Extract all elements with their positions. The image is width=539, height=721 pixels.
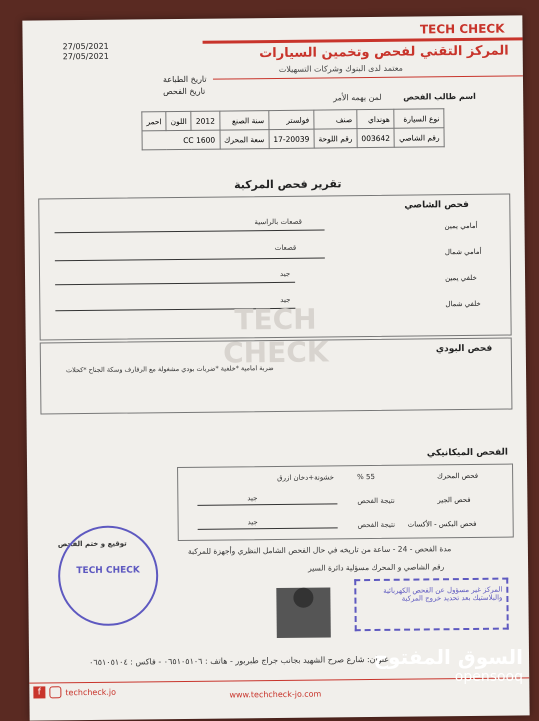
chassis-row-label: أمامي يمين: [444, 221, 478, 231]
header-red-line: [203, 37, 523, 43]
body-section-title: فحص البودي: [435, 343, 493, 355]
print-date: 27/05/2021: [62, 41, 109, 52]
opensooq-watermark: [374, 645, 523, 685]
engraving-stamp: [268, 577, 339, 648]
class-label: صنف: [314, 110, 357, 129]
footer-address: عنوان: شارع صرح الشهيد بجانب جراج طبربور - هاتف : ٠٦٥١٠٥١٠٦ - فاكس : ٠٦٥١٠٥١٠٤: [89, 654, 390, 667]
applicant-label: اسم طالب الفحص: [403, 91, 476, 102]
mech-result-label: نتيجة الفحص: [357, 496, 395, 506]
techcheck-watermark: TECH CHECK: [222, 302, 329, 370]
footer-website: www.techcheck-jo.com: [229, 689, 322, 700]
chassis-row-value: قصعات: [274, 243, 297, 253]
mech-result-value: جيد: [247, 494, 258, 503]
facebook-icon: f: [33, 686, 45, 698]
chassis-section-title: فحص الشاصي: [404, 199, 469, 211]
notes-line-1: مدة الفحص - 24 - ساعة من تاريخه في حال الفحص الشامل النظري وأجهزة للمركبة: [187, 544, 452, 556]
inspection-date-label: تاريخ الفحص: [163, 86, 206, 97]
plate-value: 17-20039: [269, 129, 314, 148]
header-subtitle: معتمد لدى البنوك وشركات التسهيلات: [278, 63, 403, 74]
car-type-value: هونداي: [357, 109, 395, 128]
mech-engine-percent: 55 %: [357, 472, 376, 482]
mech-row-label: فحص الجير: [437, 495, 471, 505]
header-title: المركز التقني لفحص وتخمين السيارات: [259, 43, 509, 62]
company-stamp: [58, 525, 159, 626]
mech-engine-note: خشونة+دخان ازرق: [277, 473, 335, 482]
instagram-icon: [49, 686, 61, 698]
year-label: سنة الصنع: [219, 111, 268, 131]
report-title: تقرير فحص المركبة: [234, 177, 342, 192]
mech-row-label: فحص البكس - الأكسات: [407, 519, 477, 529]
chassis-row-label: خلفي يمين: [445, 273, 477, 283]
print-date-label: تاريخ الطباعة: [162, 74, 207, 85]
inspection-date: 27/05/2021: [62, 51, 109, 62]
mech-result-label: نتيجة الفحص: [357, 520, 396, 530]
year-value: 2012: [191, 111, 219, 130]
brand-logo: TECH CHECK: [419, 21, 505, 37]
color-label: اللون: [166, 111, 191, 130]
color-value: احمر: [142, 112, 166, 131]
chassis-value: 003642: [357, 128, 395, 147]
chassis-row-label: خلفي شمال: [445, 299, 481, 309]
body-section-note: ضربة امامية *خلفية *ضربات بودي مشغولة مع الرفارف وسكة الجناح *كحلات: [65, 364, 274, 375]
stamp-text: TECH CHECK: [76, 565, 140, 577]
engine-value: 1600 CC: [142, 130, 220, 150]
chassis-row-value: جيد: [280, 295, 291, 304]
inspection-report-paper: [22, 15, 529, 720]
class-value: فولستر: [269, 110, 314, 129]
engine-label: سعة المحرك: [220, 130, 269, 150]
car-type-label: نوع السيارة: [394, 109, 444, 129]
vehicle-info-table: [141, 108, 444, 150]
opensooq-arabic: السوق المفتوح: [373, 645, 523, 669]
applicant-value: لمن يهمه الأمر: [333, 92, 382, 103]
mech-row-label: فحص المحرك: [437, 471, 479, 481]
sign-label: توقيع و ختم الفحص: [57, 539, 127, 549]
header-red-line-2: [213, 75, 523, 79]
side-note-box: [354, 578, 509, 632]
chassis-row-label: أمامي شمال: [444, 247, 482, 257]
footer-social: techcheck.jo: [65, 687, 117, 698]
notes-line-2: رقم الشاصي و المحرك مسؤلية دائرة السير: [308, 562, 445, 573]
side-note: المركز غير مسؤول عن الفحص الكهربائية والبلاستيك بعد تحديد خروج المركبة: [383, 585, 503, 603]
mech-result-value: جيد: [247, 518, 258, 527]
chassis-row-value: جيد: [279, 269, 291, 278]
chassis-label: رقم الشاصي: [394, 128, 444, 148]
mech-section-title: الفحص الميكانيكي: [426, 447, 508, 459]
plate-label: رقم اللوحة: [314, 129, 357, 148]
chassis-row-value: قصعات بالراسية: [254, 217, 303, 227]
opensooq-english: opensooq: [454, 669, 523, 685]
